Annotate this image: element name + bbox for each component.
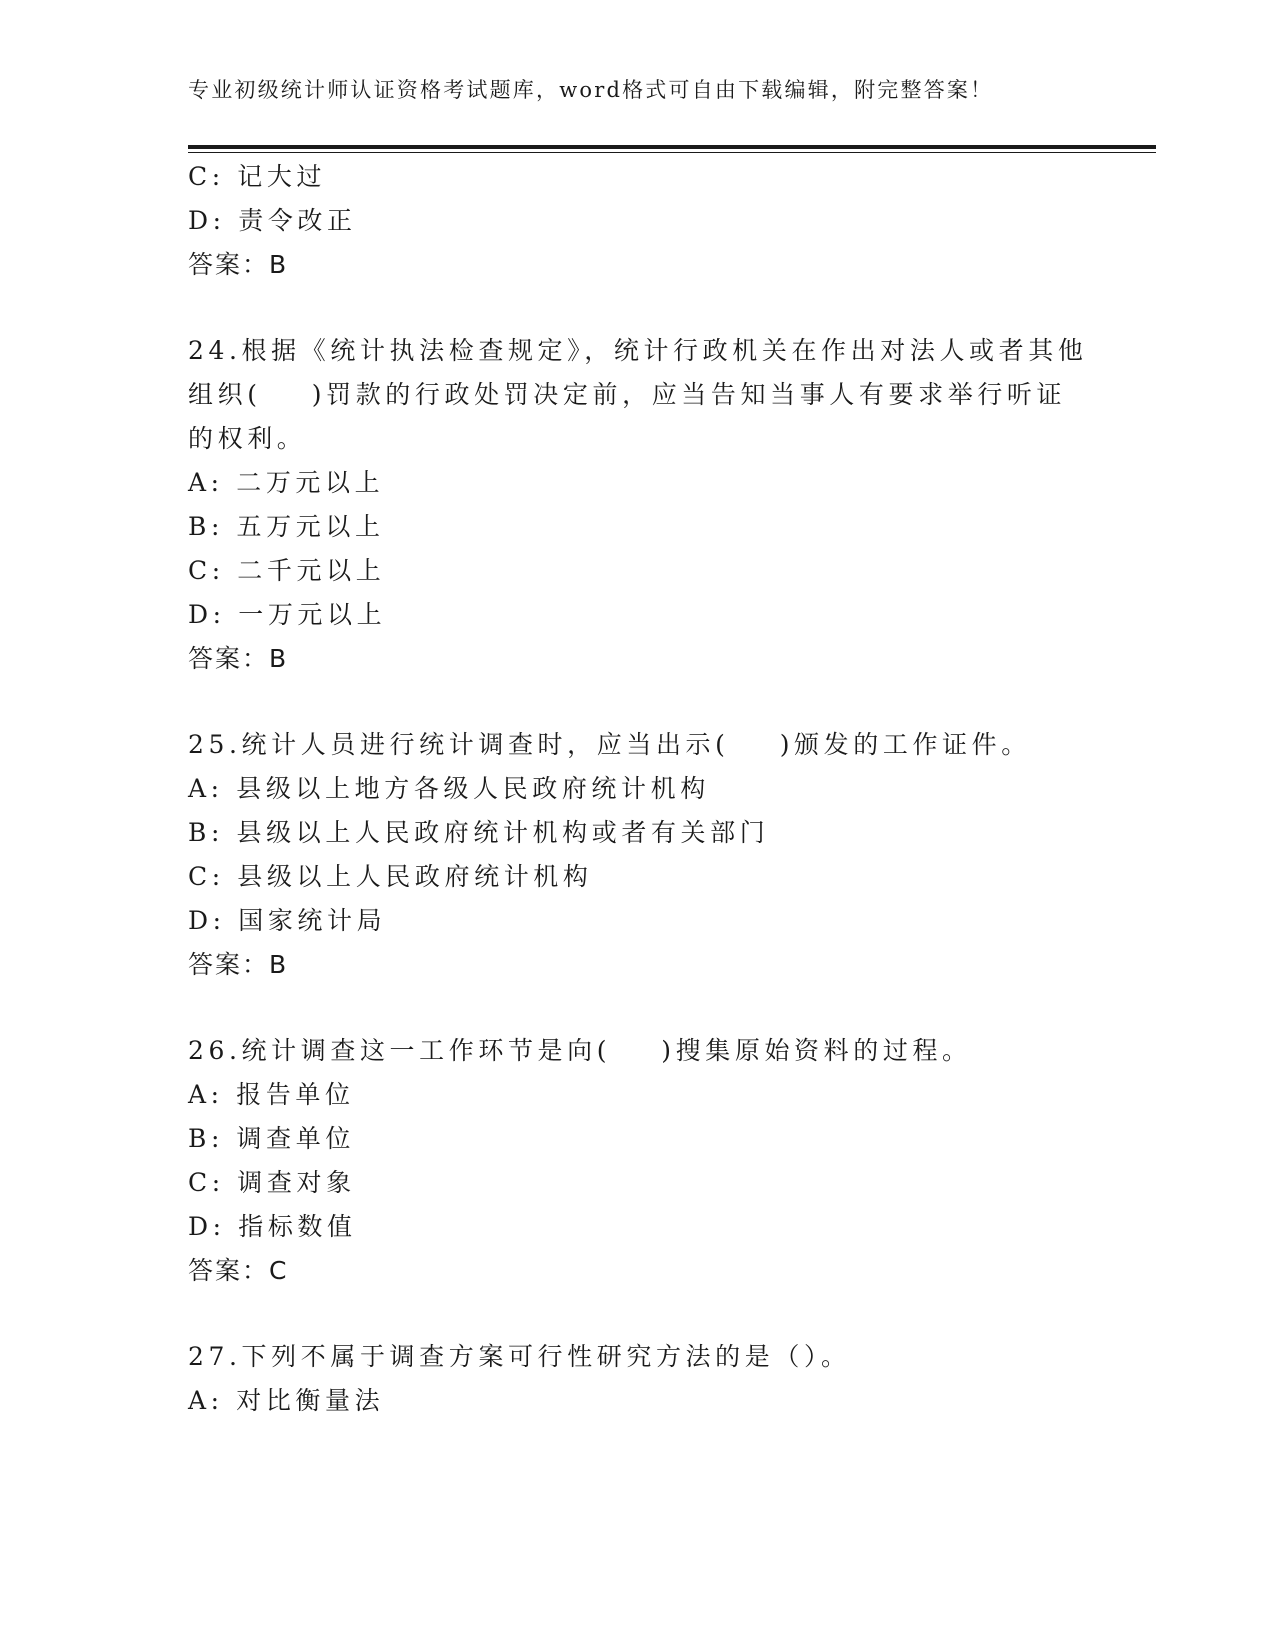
page-header: 专业初级统计师认证资格考试题库，word格式可自由下载编辑，附完整答案！ xyxy=(188,78,994,102)
q25-option-a: A: 县级以上地方各级人民政府统计机构 xyxy=(188,774,710,803)
q25-option-d: D: 国家统计局 xyxy=(188,906,387,935)
prev-option-c: C: 记大过 xyxy=(188,162,327,191)
q26-answer: 答案：C xyxy=(188,1256,289,1285)
q26-option-b: B: 调查单位 xyxy=(188,1124,355,1153)
q25-answer: 答案：B xyxy=(188,950,289,979)
q26-stem-line1: 26.统计调查这一工作环节是向( )搜集原始资料的过程。 xyxy=(188,1036,972,1065)
q27-option-a: A: 对比衡量法 xyxy=(188,1386,385,1415)
header-rule-thin xyxy=(188,152,1156,153)
q24-option-b: B: 五万元以上 xyxy=(188,512,385,541)
q26-option-c: C: 调查对象 xyxy=(188,1168,356,1197)
q24-option-d: D: 一万元以上 xyxy=(188,600,387,629)
q27-stem-line1: 27.下列不属于调查方案可行性研究方法的是（）。 xyxy=(188,1342,851,1371)
q25-option-c: C: 县级以上人民政府统计机构 xyxy=(188,862,593,891)
q25-option-b: B: 县级以上人民政府统计机构或者有关部门 xyxy=(188,818,770,847)
q24-stem-line2: 组织( )罚款的行政处罚决定前，应当告知当事人有要求举行听证 xyxy=(188,380,1067,409)
prev-option-d: D: 责令改正 xyxy=(188,206,357,235)
q25-stem-line1: 25.统计人员进行统计调查时，应当出示( )颁发的工作证件。 xyxy=(188,730,1031,759)
q24-stem-line1: 24.根据《统计执法检查规定》，统计行政机关在作出对法人或者其他 xyxy=(188,336,1088,365)
q24-answer: 答案：B xyxy=(188,644,289,673)
q24-option-c: C: 二千元以上 xyxy=(188,556,386,585)
q26-option-d: D: 指标数值 xyxy=(188,1212,357,1241)
prev-answer: 答案：B xyxy=(188,250,289,279)
q24-option-a: A: 二万元以上 xyxy=(188,468,385,497)
q24-stem-line3: 的权利。 xyxy=(188,424,307,453)
q26-option-a: A: 报告单位 xyxy=(188,1080,355,1109)
header-rule-thick xyxy=(188,145,1156,149)
